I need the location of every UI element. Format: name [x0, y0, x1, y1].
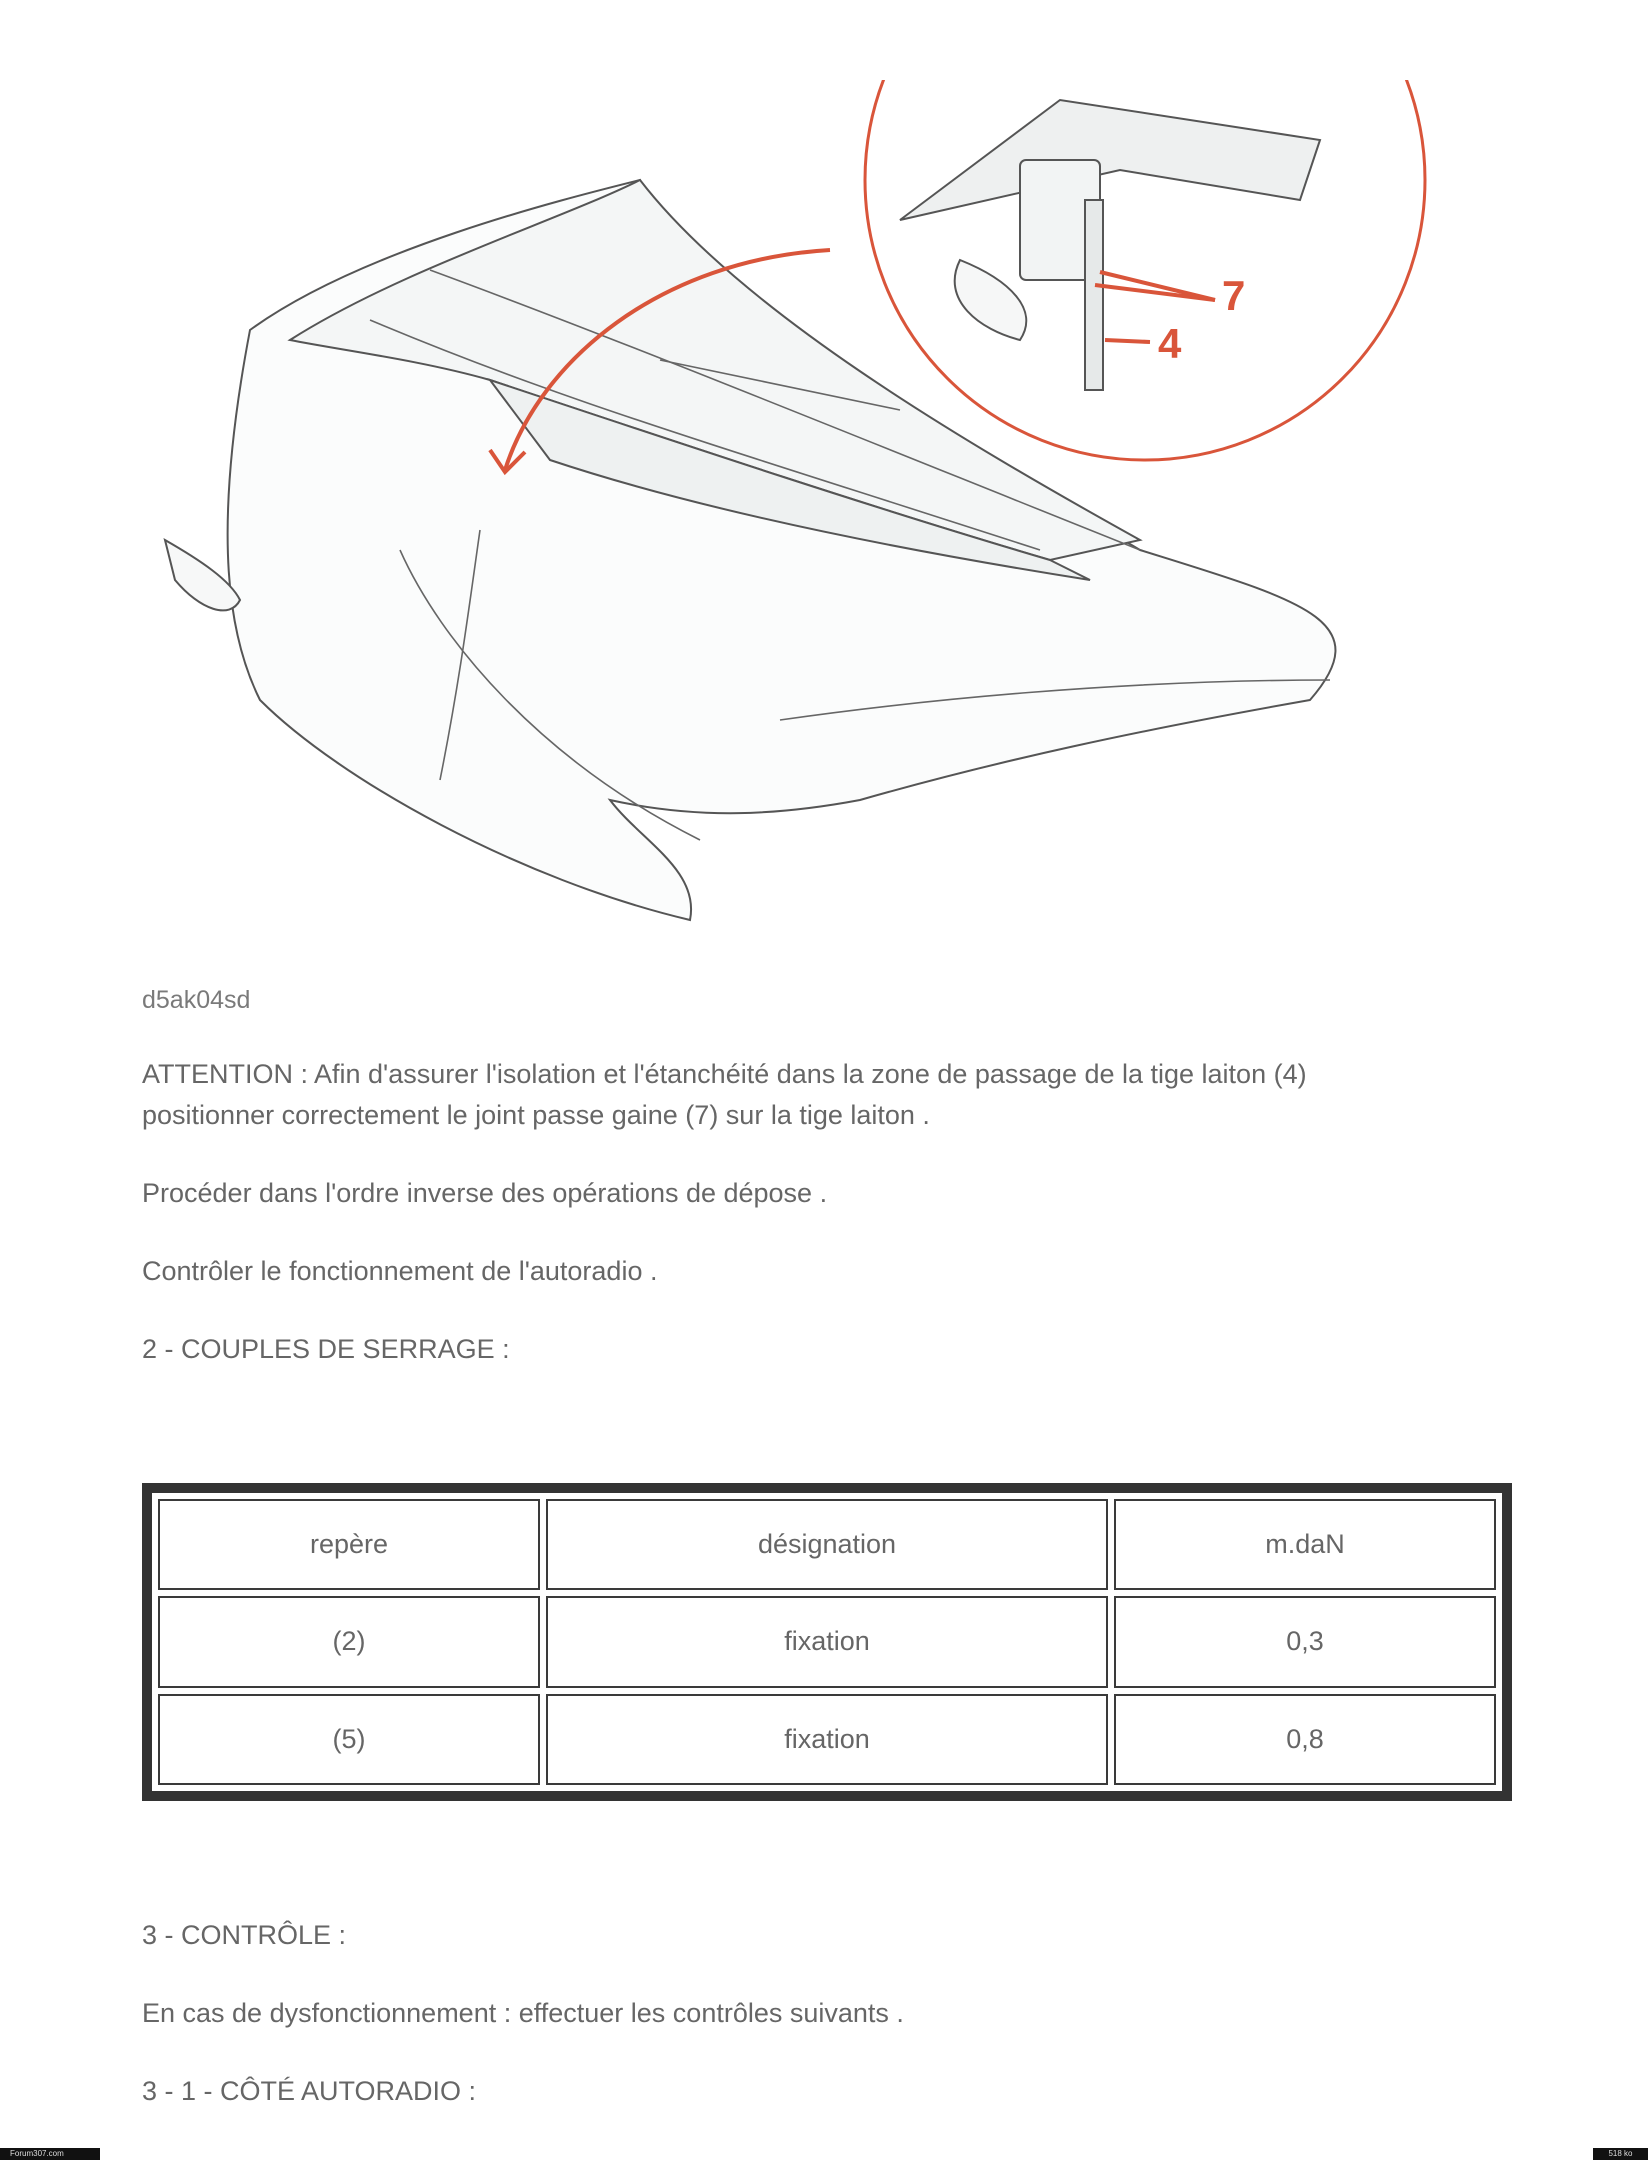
table-cell-torque: 0,3 — [1114, 1596, 1496, 1687]
table-cell-repere: (2) — [158, 1596, 540, 1687]
section-heading-control: 3 - CONTRÔLE : — [142, 1920, 347, 1950]
table-cell-repere: (5) — [158, 1694, 540, 1785]
callout-7: 7 — [1222, 272, 1246, 319]
table-row — [158, 1596, 1496, 1687]
step-reverse-order: Procéder dans l'ordre inverse des opérations de dépose . — [142, 1178, 828, 1208]
figure-caption: d5ak04sd — [142, 986, 251, 1014]
control-instructions: En cas de dysfonctionnement : effectuer les contrôles suivants . — [142, 1998, 904, 2028]
table-cell-designation: fixation — [546, 1596, 1108, 1687]
callout-4: 4 — [1158, 320, 1182, 367]
trunk-lid-illustration — [140, 80, 1460, 940]
header-designation: désignation — [546, 1499, 1108, 1590]
table-cell-designation: fixation — [546, 1694, 1108, 1785]
step-check-radio: Contrôler le fonctionnement de l'autoradio . — [142, 1256, 658, 1286]
section-heading-torque: 2 - COUPLES DE SERRAGE : — [142, 1334, 510, 1364]
table-cell-torque: 0,8 — [1114, 1694, 1496, 1785]
header-repere: repère — [158, 1499, 540, 1590]
trunk-lid-diagram — [140, 80, 1460, 940]
table-row — [158, 1694, 1496, 1785]
footer-site-label: Forum307.com — [0, 2148, 100, 2160]
torque-table — [142, 1483, 1512, 1801]
table-header-row — [158, 1499, 1496, 1590]
leader-line-4 — [1105, 340, 1150, 342]
seal-detail — [900, 100, 1320, 390]
attention-note: ATTENTION : Afin d'assurer l'isolation et l'étanchéité dans la zone de passage de la tige laiton (4) positionner correctement le joint passe gaine (7) sur la tige laiton . — [142, 1059, 1307, 1130]
header-mdan: m.daN — [1114, 1499, 1496, 1590]
section-heading-radio-side: 3 - 1 - CÔTÉ AUTORADIO : — [142, 2076, 477, 2106]
footer-size-label: 518 ko — [1593, 2148, 1648, 2160]
